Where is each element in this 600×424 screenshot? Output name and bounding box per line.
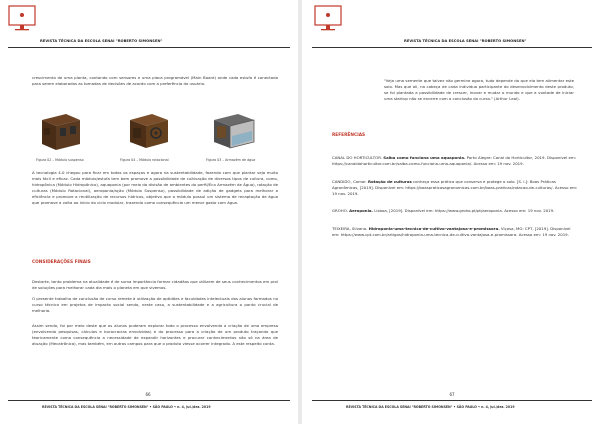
page-number: 66 xyxy=(145,392,151,397)
figure-caption: Figura 02 – Módulo suspenso xyxy=(36,158,84,162)
reference-entry: CANDIDO, Camar. Rotação de culturas conheça essa prática que conserva e protege o solo. [S. l.]: Boas Práticas Agronômicas, [2019]. Disponível em: https://boaspraticasagronomicas.com.br/boas-praticas/rotacao-de-culturas/. Acesso em: 19 nov. 2019. xyxy=(332,179,578,196)
conclusion-paragraph: Destarte, tanto problema na atualidade é de suma importância formar cidadãos que utilizem de seus conhecimentos em prol de soluções para melhorar cada dia mais o planeta em que vivemos. xyxy=(32,279,278,290)
footer-rule xyxy=(312,400,592,401)
header-rule xyxy=(8,47,290,48)
senai-logo-icon xyxy=(8,5,36,31)
figure-rotational-module xyxy=(124,106,174,154)
senai-logo-icon xyxy=(314,5,342,31)
figure-caption: Figura 04 – Módulo rotacional xyxy=(120,158,169,162)
figure-suspended-module xyxy=(36,106,86,154)
figure-caption: Figura 03 – Armazém de água xyxy=(206,158,256,162)
page-footer: REVISTA TÉCNICA DA ESCOLA SENAI "ROBERTO SIMONSEN" • SÃO PAULO • n. 4, jul./dez. 2019 xyxy=(346,405,515,409)
figure-water-storage xyxy=(208,106,258,154)
left-page xyxy=(0,0,298,424)
closing-quote: "Veja uma semente que talvez não germine agora, tudo depende do que ela tem alimentar este solo. Mas que ali, na cabeça de cada indivíduo participante do desenvolvimento deste produto, se foi plantada a possibilidade de crescer, inovar e mudar o mundo e que a vontade de iniciar uma startup não se encerre com a conclusão do curso." (Arthur Leal). xyxy=(384,78,574,101)
conclusion-paragraph: O presente trabalho de conclusão de curso remete à utilização de aptidões e faculdades intelectuais dos alunos formados no curso técnico em projetos de impacto social sendo, neste caso, a sustentabilidade e a agricultura o ponto crucial de melhoria. xyxy=(32,296,278,313)
section-title-final-considerations: CONSIDERAÇÕES FINAIS xyxy=(32,260,91,265)
body-paragraph: A tecnologia 4.0 chegou para ficar em todos os espaços e agora na sustentabilidade, fazendo com que plantar seja muito mais fácil e eficaz. Cada módulo/estufa tem bem promove a possibilidade de cultivação de diversos tipos de cultura, como, hidropônica (Módulo Hidropônico), aquaponia (por meio da divisão de ambientes do perfil/Eco Armazém de Água), rotação de culturas (Módulo Rotacional), aeroponia/ação (Módulo Suspenso), possibilidade de adição de gadgets para melhorar a eficiência e promove a reutilização de recursos hídricos, objetivo que o módulo possui um sistema de recaptação de água que promove a volta ao início do ciclo modular, trazendo como consequência um menor gasto com água. xyxy=(32,170,278,205)
reference-entry: TEIXEIRA, Silvana. Hidroponia-uma-tecnica-de-cultivo-vantajosa-e-promissora. Viçosa, MG: CPT, [2019]. Disponível em: https://www.cpt.com.br/artigos/hidroponia-uma-tecnica-de-cultivo-vantajosa-e-promissora. Acesso em: 19 nov. 2019. xyxy=(332,226,571,237)
footer-rule xyxy=(8,400,290,401)
conclusion-paragraph: Assim sendo, foi por meio deste que os alunos puderam explorar todo o processo envolvendo a criação de uma empresa (envolvendo pesquisas, cálculos e burocracias envolvidas) e do processo para a criação de um produto traçando que teoricamente como consequência a necessidade de expandir horizontes e procurar conhecimentos não só na área de atuação (Mecatrônica), mas também, em outros campos para que o produto viesse ocorrer integrado. A este respeito conta. xyxy=(32,323,278,346)
page-footer: REVISTA TÉCNICA DA ESCOLA SENAI "ROBERTO SIMONSEN" • SÃO PAULO • n. 4, jul./dez. 2019 xyxy=(42,405,211,409)
section-title-references: REFERÊNCIAS xyxy=(332,133,366,138)
journal-header: REVISTA TÉCNICA DA ESCOLA SENAI "ROBERTO SIMONSEN" xyxy=(40,39,163,43)
intro-paragraph: crescimento de uma planta, contando com sensores e uma placa programável (Main Board) onde cada estufa é conectada para serem elaborados as tomadas de decisões de acordo com a preferência do usuário. xyxy=(32,75,278,86)
page-number: 67 xyxy=(449,392,455,397)
header-rule xyxy=(312,47,592,48)
right-page xyxy=(302,0,600,424)
reference-entry: CANAL DO HORTICULTOR. Saiba como funciona uma aquaponia. Porto Alegre: Canal do Horticultor, 2019. Disponível em: https://canaldohorticultor.com.br/saiba-como-funciona-uma-aquaponia/. Acesso em: 19 nov. 2019. xyxy=(332,155,576,166)
reference-entry: GROHO. Aeroponia. Lisboa, [2019]. Disponível em: https://www.groho.pt/pt/aeroponia. Acesso em: 19 nov. 2019. xyxy=(332,208,555,213)
journal-header: REVISTA TÉCNICA DA ESCOLA SENAI "ROBERTO SIMONSEN" xyxy=(404,39,527,43)
